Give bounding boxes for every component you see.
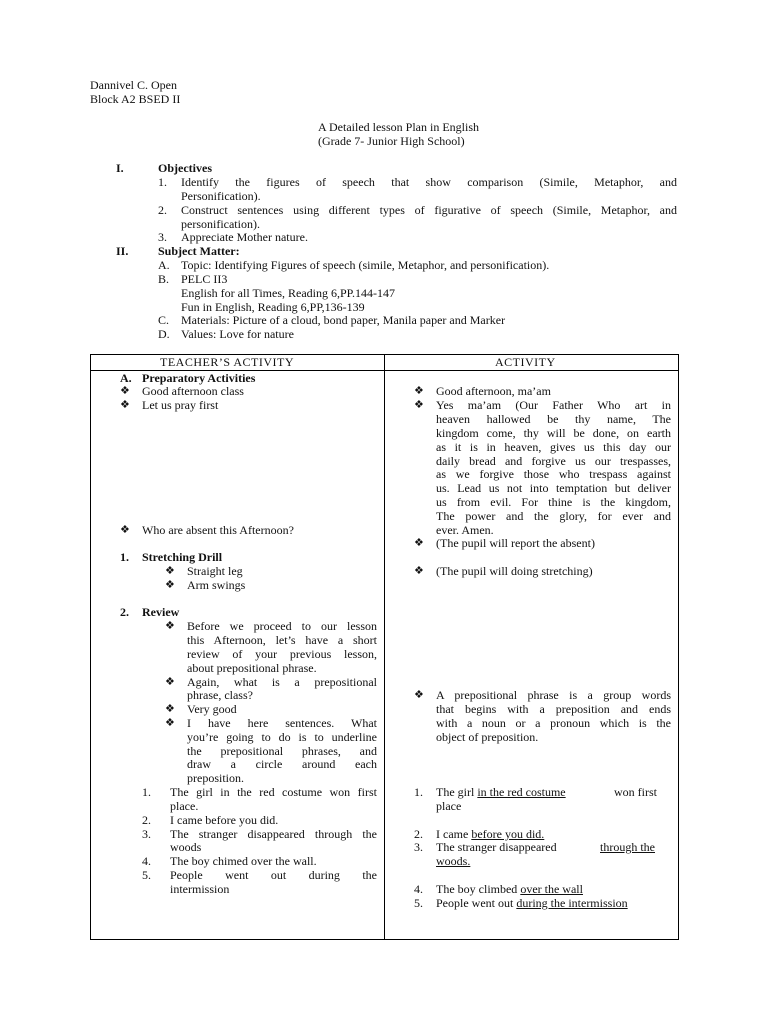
sentence-text: intermission: [170, 882, 230, 896]
subject-materials: Materials: Picture of a cloud, bond paper, Manila paper and Marker: [181, 313, 506, 327]
subject-label: C.: [158, 313, 170, 327]
bullet-icon: ❖: [414, 385, 424, 397]
sentence-text: woods: [170, 840, 202, 854]
subject-topic: Topic: Identifying Figures of speech (simile, Metaphor, and personification).: [181, 258, 550, 272]
sentence-number: 3.: [142, 827, 151, 841]
objective-number: 2.: [158, 203, 167, 217]
subject-values: Values: Love for nature: [181, 327, 294, 341]
bullet-icon: ❖: [414, 565, 424, 577]
prayer-line: us from evil. For thine is the kingdom,: [436, 495, 671, 509]
answer-number: 3.: [414, 840, 423, 854]
objective-text: Personification).: [181, 189, 261, 203]
document-subtitle: (Grade 7- Junior High School): [318, 134, 465, 148]
answer-line: I came before you did.: [436, 827, 545, 841]
bullet-icon: ❖: [120, 399, 130, 411]
review-number: 2.: [120, 605, 129, 619]
objective-text: personification).: [181, 217, 260, 231]
sentence-text: People went out during the: [170, 868, 377, 882]
teacher-absent-question: Who are absent this Afternoon?: [142, 523, 294, 537]
objective-text: Construct sentences using different types of figurative of speech (Simile, Metaphor, and: [181, 203, 677, 217]
review-text: review of your previous lesson,: [187, 647, 377, 661]
section-one-number: I.: [116, 161, 124, 175]
sentence-number: 2.: [142, 813, 151, 827]
bullet-icon: ❖: [165, 579, 175, 591]
bullet-icon: ❖: [120, 524, 130, 536]
teacher-activity-header: TEACHER’S ACTIVITY: [160, 355, 294, 369]
objective-text: Appreciate Mother nature.: [181, 230, 308, 244]
subject-reference: PELC II3: [181, 272, 228, 286]
bullet-icon: ❖: [414, 689, 424, 701]
definition-line: that begins with a preposition and ends: [436, 702, 671, 716]
sentence-text: The boy chimed over the wall.: [170, 854, 317, 868]
prayer-line: as we forgive those who trespass against: [436, 467, 671, 481]
review-text: the prepositional phrases, and: [187, 744, 377, 758]
review-text: preposition.: [187, 771, 244, 785]
bullet-icon: ❖: [165, 620, 175, 632]
prayer-line: daily bread and forgive us our trespasses,: [436, 454, 671, 468]
subject-reference: English for all Times, Reading 6,PP.144-147: [181, 286, 396, 300]
bullet-icon: ❖: [414, 399, 424, 411]
objective-number: 1.: [158, 175, 167, 189]
prayer-line: us. Lead us not into temptation but deliver: [436, 481, 671, 495]
sentence-number: 1.: [142, 785, 151, 799]
author-name: Dannivel C. Open: [90, 78, 177, 92]
answer-line: place: [436, 799, 462, 813]
drill-item: Straight leg: [187, 564, 243, 578]
answer-line: People went out during the intermission: [436, 896, 628, 910]
answer-number: 5.: [414, 896, 423, 910]
sentence-number: 5.: [142, 868, 151, 882]
document-title: A Detailed lesson Plan in English: [318, 120, 479, 134]
prayer-line: The power and the glory, for ever and: [436, 509, 671, 523]
sentence-text: The girl in the red costume won first: [170, 785, 377, 799]
bullet-icon: ❖: [414, 537, 424, 549]
answer-line: through the: [600, 840, 655, 854]
answer-line: The stranger disappeared: [436, 840, 557, 854]
objective-number: 3.: [158, 230, 167, 244]
student-activity-header: ACTIVITY: [495, 355, 556, 369]
teacher-greeting: Good afternoon class: [142, 384, 244, 398]
answer-number: 1.: [414, 785, 423, 799]
review-text: phrase, class?: [187, 688, 253, 702]
answer-line: woods.: [436, 854, 471, 868]
subject-label: A.: [158, 258, 170, 272]
bullet-icon: ❖: [165, 717, 175, 729]
review-text: Very good: [187, 702, 237, 716]
review-text: I have here sentences. What: [187, 716, 377, 730]
student-stretch: (The pupil will doing stretching): [436, 564, 593, 578]
prayer-line: ever. Amen.: [436, 523, 494, 537]
prep-heading: Preparatory Activities: [142, 371, 256, 385]
drill-item: Arm swings: [187, 578, 246, 592]
student-report: (The pupil will report the absent): [436, 536, 595, 550]
answer-line: The girl in the red costume: [436, 785, 566, 799]
subject-label: D.: [158, 327, 170, 341]
bullet-icon: ❖: [120, 385, 130, 397]
review-text: Before we proceed to our lesson: [187, 619, 377, 633]
sentence-text: place.: [170, 799, 199, 813]
author-block: Block A2 BSED II: [90, 92, 181, 106]
review-text: you’re going to do is to underline: [187, 730, 377, 744]
prep-label: A.: [120, 371, 132, 385]
section-subject-heading: Subject Matter:: [158, 244, 240, 258]
review-text: this Afternoon, let’s have a short: [187, 633, 377, 647]
subject-label: B.: [158, 272, 170, 286]
review-text: about prepositional phrase.: [187, 661, 317, 675]
answer-line: won first: [614, 785, 657, 799]
subject-reference: Fun in English, Reading 6,PP,136-139: [181, 300, 365, 314]
definition-line: object of preposition.: [436, 730, 539, 744]
drill-heading: Stretching Drill: [142, 550, 223, 564]
review-text: Again, what is a prepositional: [187, 675, 377, 689]
answer-line: The boy climbed over the wall: [436, 882, 583, 896]
section-objectives-heading: Objectives: [158, 161, 212, 175]
definition-line: with a noun or a pronoun which is the: [436, 716, 671, 730]
answer-number: 4.: [414, 882, 423, 896]
bullet-icon: ❖: [165, 565, 175, 577]
student-greeting: Good afternoon, ma’am: [436, 384, 551, 398]
bullet-icon: ❖: [165, 676, 175, 688]
column-divider: [384, 355, 385, 939]
answer-number: 2.: [414, 827, 423, 841]
sentence-number: 4.: [142, 854, 151, 868]
definition-line: A prepositional phrase is a group words: [436, 688, 671, 702]
sentence-text: I came before you did.: [170, 813, 279, 827]
prayer-line: heaven hallowed be thy name, The: [436, 412, 671, 426]
bullet-icon: ❖: [165, 703, 175, 715]
teacher-prayer: Let us pray first: [142, 398, 219, 412]
review-heading: Review: [142, 605, 180, 619]
sentence-text: The stranger disappeared through the: [170, 827, 377, 841]
prayer-line: kingdom come, thy will be done, on earth: [436, 426, 671, 440]
prayer-line: as it is in heaven, gives us this day our: [436, 440, 671, 454]
section-two-number: II.: [116, 244, 129, 258]
drill-number: 1.: [120, 550, 129, 564]
objective-text: Identify the figures of speech that show comparison (Simile, Metaphor, and: [181, 175, 677, 189]
prayer-line: Yes ma’am (Our Father Who art in: [436, 398, 671, 412]
review-text: draw a circle around each: [187, 757, 377, 771]
